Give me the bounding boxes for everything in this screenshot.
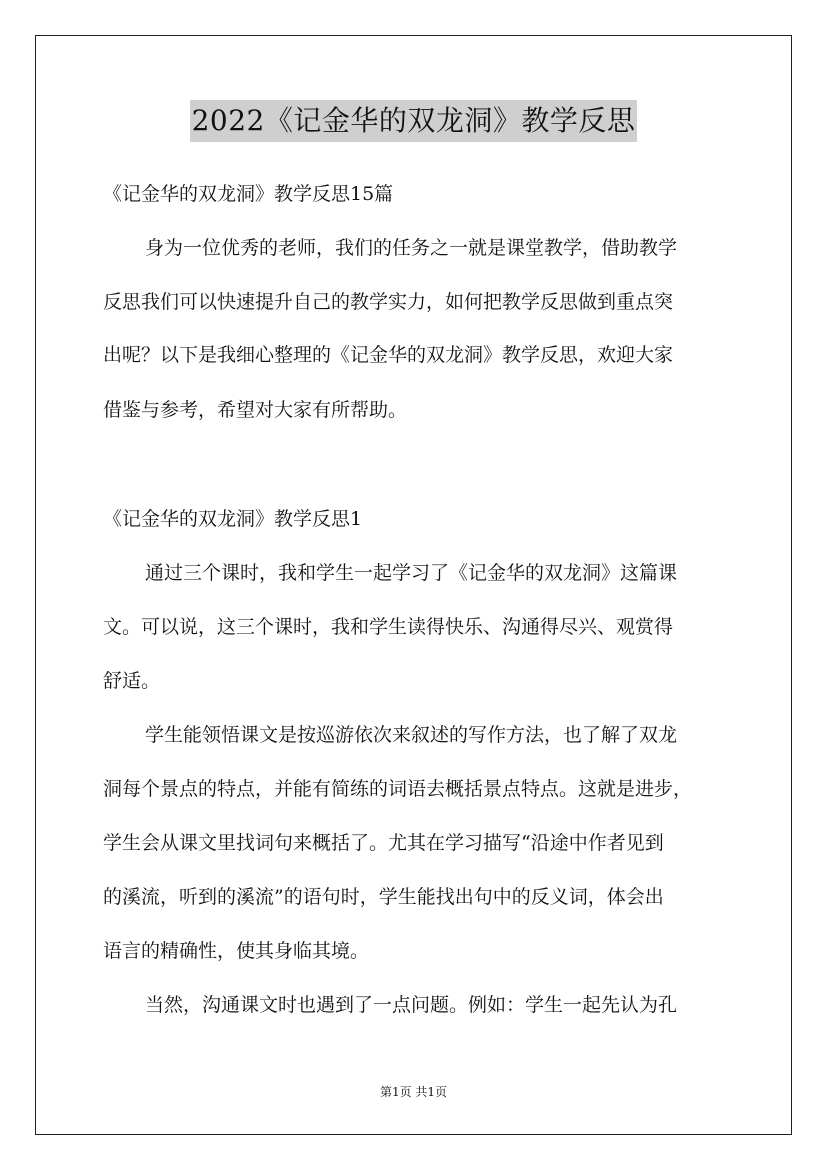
para3-line-1: 当然，沟通课文时也遇到了一点问题。例如：学生一起先认为孔 — [145, 994, 678, 1016]
para2-line-3: 学生会从课文里找词句来概括了。尤其在学习描写“沿途中作者见到 — [103, 832, 664, 854]
intro-line-3: 出呢？以下是我细心整理的《记金华的双龙洞》教学反思，欢迎大家 — [103, 344, 674, 366]
intro-line-4: 借鉴与参考，希望对大家有所帮助。 — [103, 399, 408, 421]
para1-line-1: 通过三个课时，我和学生一起学习了《记金华的双龙洞》这篇课 — [145, 562, 678, 584]
para2-line-5: 语言的精确性，使其身临其境。 — [103, 940, 370, 962]
para2-line-4: 的溪流，听到的溪流”的语句时，学生能找出句中的反义词，体会出 — [103, 886, 664, 908]
document-title: 2022《记金华的双龙洞》教学反思 — [190, 100, 638, 142]
para1-line-3: 舒适。 — [103, 670, 161, 692]
para1-line-2: 文。可以说，这三个课时，我和学生读得快乐、沟通得尽兴、观赏得 — [103, 616, 674, 638]
title-container — [0, 100, 827, 142]
intro-line-2: 反思我们可以快速提升自己的教学实力，如何把教学反思做到重点突 — [103, 291, 674, 313]
document-subtitle: 《记金华的双龙洞》教学反思15篇 — [103, 183, 394, 205]
section-heading: 《记金华的双龙洞》教学反思1 — [103, 508, 363, 530]
para2-line-1: 学生能领悟课文是按巡游依次来叙述的写作方法，也了解了双龙 — [145, 724, 678, 746]
para2-line-2: 洞每个景点的特点，并能有简练的词语去概括景点特点。这就是进步， — [103, 778, 693, 800]
intro-line-1: 身为一位优秀的老师，我们的任务之一就是课堂教学，借助教学 — [145, 237, 678, 259]
page-footer: 第1页 共1页 — [379, 1085, 448, 1099]
